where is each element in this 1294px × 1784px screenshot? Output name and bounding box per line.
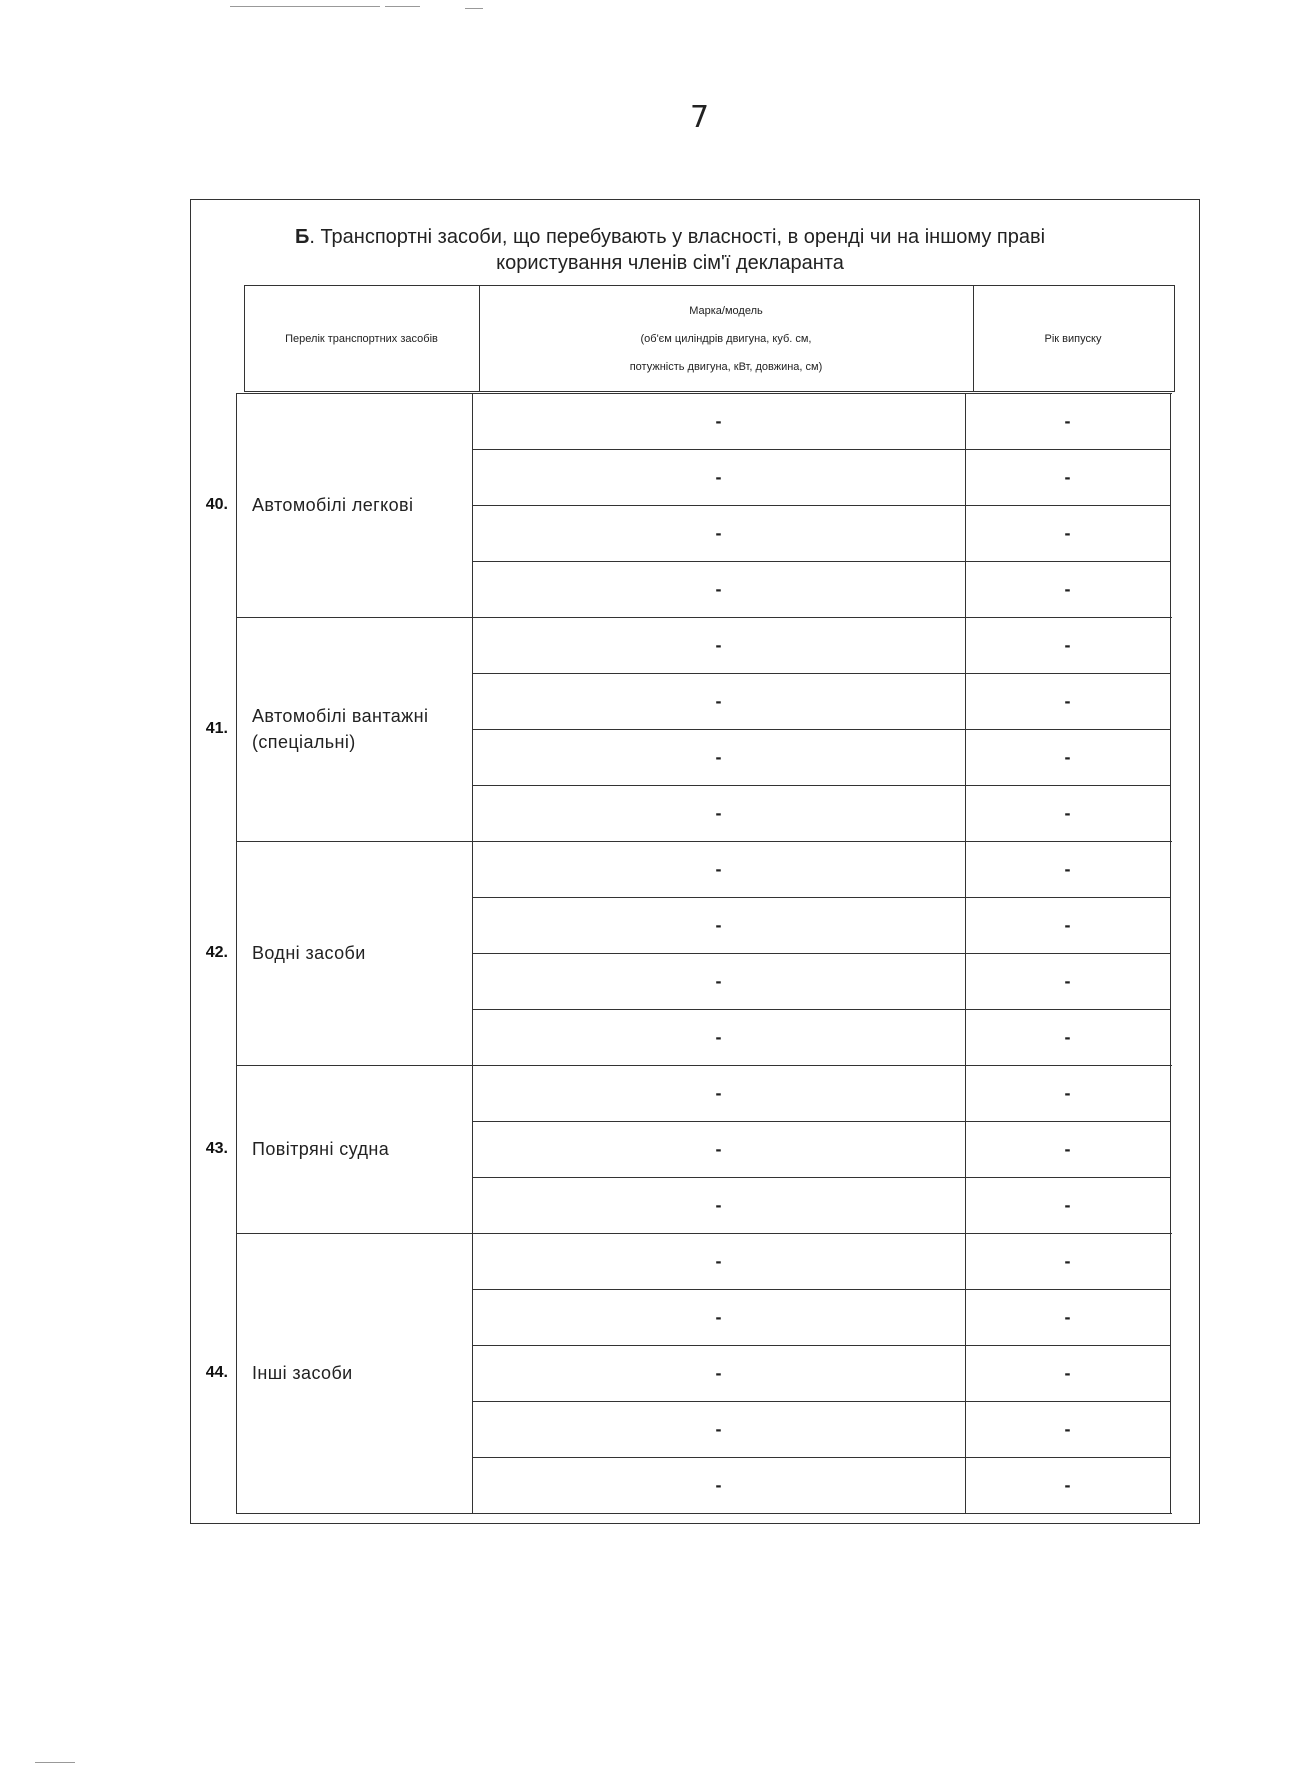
header-top-border	[244, 285, 1175, 286]
row-label	[252, 1360, 464, 1386]
group-left-border	[236, 1065, 237, 1233]
row-label-line1: Інші засоби	[252, 1363, 353, 1383]
year-value: -	[1064, 1475, 1071, 1495]
year-value: -	[1064, 1251, 1071, 1271]
year-value: -	[1064, 523, 1071, 543]
group-left-border	[236, 617, 237, 841]
header-model	[479, 286, 973, 391]
group-right-border	[1170, 1233, 1171, 1513]
row-separator	[472, 897, 1170, 898]
model-value: -	[715, 747, 722, 767]
year-value: -	[1064, 859, 1071, 879]
year-value: -	[1064, 1027, 1071, 1047]
model-value: -	[715, 635, 722, 655]
model-value: -	[715, 411, 722, 431]
group-right-border	[1170, 1065, 1171, 1233]
model-value: -	[715, 1307, 722, 1327]
group-left-border	[236, 1233, 237, 1513]
group-top-border	[236, 393, 1172, 394]
model-value: -	[715, 523, 722, 543]
section-title-line2: користування членів сім'ї декларанта	[496, 252, 844, 274]
header-right-border	[1174, 285, 1175, 392]
group-top-border	[236, 841, 1172, 842]
row-label	[252, 492, 464, 518]
year-value: -	[1064, 1083, 1071, 1103]
year-value: -	[1064, 579, 1071, 599]
row-separator	[472, 1457, 1170, 1458]
header-divider-1	[479, 285, 480, 392]
group-top-border	[236, 617, 1172, 618]
year-value: -	[1064, 971, 1071, 991]
year-value: -	[1064, 467, 1071, 487]
header-left-border	[244, 285, 245, 392]
model-value: -	[715, 1363, 722, 1383]
header-year: Рік випуску	[1044, 332, 1102, 345]
header-bottom-border	[244, 391, 1175, 392]
row-separator	[472, 561, 1170, 562]
group-right-border	[1170, 617, 1171, 841]
group-left-border	[236, 393, 237, 617]
section-title-line1: . Транспортні засоби, що перебувають у власності, в оренді чи на іншому праві	[309, 226, 1046, 248]
model-value: -	[715, 1419, 722, 1439]
header-divider-2	[973, 285, 974, 392]
row-label-line1: Водні засоби	[252, 943, 366, 963]
group-right-border	[1170, 393, 1171, 617]
year-value: -	[1064, 803, 1071, 823]
group-right-border	[1170, 841, 1171, 1065]
table-bottom-border	[236, 1513, 1172, 1514]
model-value: -	[715, 1251, 722, 1271]
row-label	[252, 940, 464, 966]
model-value: -	[715, 467, 722, 487]
row-separator	[472, 1009, 1170, 1010]
year-value: -	[1064, 1419, 1071, 1439]
header-model-line3: потужність двигуна, кВт, довжина, см)	[629, 360, 823, 373]
year-value: -	[1064, 1139, 1071, 1159]
row-separator	[472, 1177, 1170, 1178]
year-value: -	[1064, 1363, 1071, 1383]
group-top-border	[236, 1065, 1172, 1066]
row-label-line1: Автомобілі вантажні	[252, 706, 429, 726]
year-value: -	[1064, 915, 1071, 935]
model-value: -	[715, 1195, 722, 1215]
row-label-line1: Повітряні судна	[252, 1139, 390, 1159]
row-number: 42.	[205, 944, 228, 961]
year-value: -	[1064, 1307, 1071, 1327]
group-top-border	[236, 1233, 1172, 1234]
header-model-line2: (об'єм циліндрів двигуна, куб. см,	[640, 332, 812, 345]
group-left-border	[236, 841, 237, 1065]
row-separator	[472, 673, 1170, 674]
model-value: -	[715, 971, 722, 991]
row-label	[252, 1136, 464, 1162]
year-value: -	[1064, 635, 1071, 655]
row-number: 40.	[205, 496, 228, 513]
model-value: -	[715, 859, 722, 879]
scan-mark	[230, 6, 380, 7]
year-value: -	[1064, 747, 1071, 767]
row-label-line2: (спеціальні)	[252, 732, 356, 752]
model-value: -	[715, 1475, 722, 1495]
scan-mark	[465, 8, 483, 9]
header-model-line1: Марка/модель	[689, 304, 763, 317]
scan-mark	[385, 6, 420, 7]
row-separator	[472, 1121, 1170, 1122]
year-value: -	[1064, 691, 1071, 711]
row-separator	[472, 505, 1170, 506]
model-value: -	[715, 1139, 722, 1159]
section-letter: Б	[294, 226, 310, 248]
model-value: -	[715, 1027, 722, 1047]
row-separator	[472, 1401, 1170, 1402]
year-value: -	[1064, 1195, 1071, 1215]
model-value: -	[715, 579, 722, 599]
row-label-line1: Автомобілі легкові	[252, 495, 414, 515]
model-value: -	[715, 1083, 722, 1103]
model-value: -	[715, 803, 722, 823]
row-number: 44.	[205, 1364, 228, 1381]
row-separator	[472, 953, 1170, 954]
model-value: -	[715, 691, 722, 711]
row-separator	[472, 785, 1170, 786]
header-list: Перелік транспортних засобів	[285, 332, 438, 345]
model-value: -	[715, 915, 722, 935]
scan-mark	[35, 1762, 75, 1763]
year-value: -	[1064, 411, 1071, 431]
row-separator	[472, 449, 1170, 450]
row-separator	[472, 729, 1170, 730]
row-number: 43.	[205, 1140, 228, 1157]
row-label	[252, 703, 464, 755]
row-separator	[472, 1345, 1170, 1346]
row-separator	[472, 1289, 1170, 1290]
row-number: 41.	[205, 720, 228, 737]
page-number: 7	[690, 100, 710, 135]
section-title	[220, 224, 1120, 276]
